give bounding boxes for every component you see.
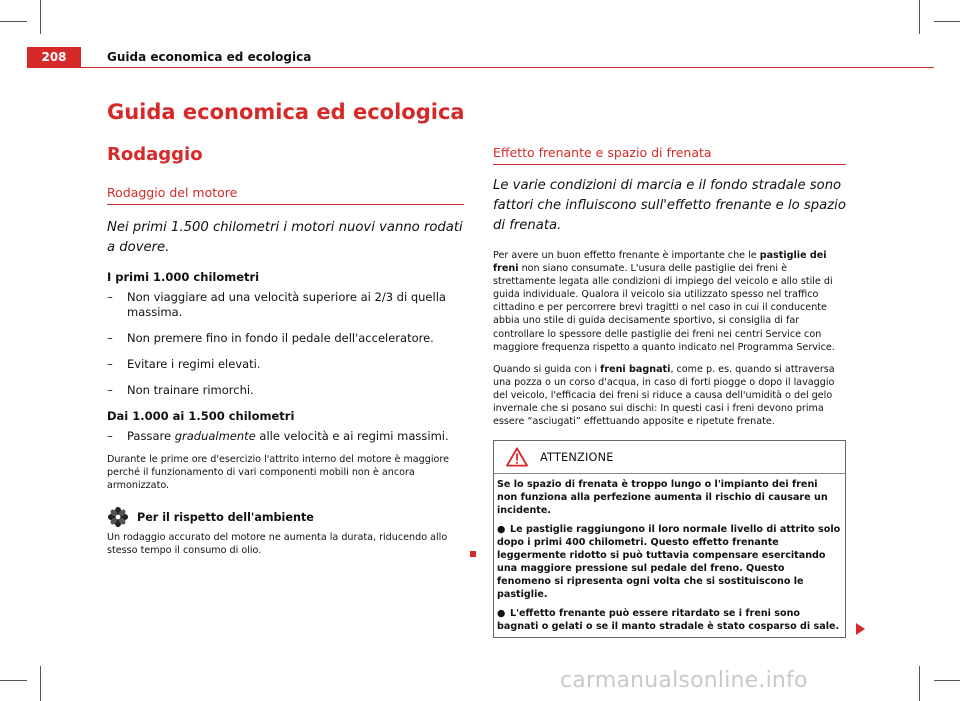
warning-body (494, 474, 845, 637)
warning-title: ATTENZIONE (540, 450, 614, 464)
crop-mark (934, 680, 960, 681)
next-page-arrow-icon (856, 623, 865, 635)
crop-mark (919, 666, 920, 701)
list-item-text: Non trainare rimorchi. (127, 383, 254, 397)
paragraph-bold: pastiglie dei freni (493, 250, 827, 275)
paragraph-suffix: non siano consumate. L'usura delle pastiglie dei freni è strettamente legata alle condizioni di impiego del veicolo e allo stile di guida individuale. Qualora il veicolo sia utilizzato spesso nel traffico cittadino e per percorrere brevi tragitti o nel caso in cui il conducente abbia uno stile di guida decisamente sportivo, si consiglia di far controllare lo spessore delle pastiglie dei freni nei centri Service con maggiore frequenza rispetto a quanto indicato nel Programma Service. (493, 263, 835, 353)
subsection-title-rodaggio: Rodaggio del motore (107, 185, 464, 205)
heading-first-1000: I primi 1.000 chilometri (107, 270, 260, 284)
dash-marker: – (107, 331, 113, 345)
warning-triangle-icon (506, 447, 528, 467)
header-rule (27, 67, 934, 68)
crop-mark (0, 680, 27, 681)
watermark: carmanualsonline.info (560, 668, 808, 693)
paragraph-prefix: Quando si guida con i (493, 363, 601, 375)
heading-1000-1500: Dai 1.000 ai 1.500 chilometri (107, 409, 295, 423)
flower-icon (107, 506, 129, 528)
list-item (107, 383, 464, 398)
crop-mark (40, 666, 41, 701)
paragraph-suffix: , come p. es. quando si attraversa una pozza o un corso d'acqua, in caso di forti piogge o dopo il lavaggio del veicolo, l'efficacia dei freni si riduce a causa dell'umidità o del gelo invernale che si posano sui dischi: In questi casi i freni devono prima essere “asciugati” effettuando apposite e ripetute frenate. (493, 363, 835, 428)
list-item-text: Non premere fino in fondo il pedale dell'acceleratore. (127, 331, 434, 345)
paragraph-prefix: Per avere un buon effetto frenante è importante che le (493, 250, 760, 261)
section-title: Rodaggio (107, 144, 203, 165)
running-title: Guida economica ed ecologica (107, 50, 312, 64)
subsection-title-frenata: Effetto frenante e spazio di frenata (493, 145, 846, 165)
crop-mark (919, 0, 920, 34)
dash-marker: – (107, 383, 113, 397)
crop-mark (0, 21, 27, 22)
paragraph-pastiglie (493, 249, 846, 354)
warning-header (494, 441, 845, 474)
crop-mark (40, 0, 41, 34)
paragraph-freni-bagnati (493, 363, 846, 428)
dash-marker: – (107, 357, 113, 371)
warning-box (493, 440, 846, 638)
list-item (107, 290, 464, 320)
list-item-text: Evitare i regimi elevati. (127, 357, 261, 371)
paragraph-bold: freni bagnati (600, 363, 671, 375)
list-item-emphasis: gradualmente (174, 429, 256, 443)
bullet-marker: ● (497, 524, 506, 536)
list-item (107, 429, 464, 444)
warning-bullet (497, 607, 841, 633)
warning-bullet-text: Le pastiglie raggiungono il loro normale livello di attrito solo dopo i primi 400 chilometri. Questo effetto frenante leggermente ridotto si può tuttavia compensare esercitando una maggiore pressione sul pedale del freno. Questo fenomeno si ripresenta ogni volta che si sostituiscono le pastiglie. (497, 524, 841, 601)
crop-mark (934, 21, 960, 22)
list-item (107, 357, 464, 372)
warning-intro: Se lo spazio di frenata è troppo lungo o l'impianto dei freni non funziona alla perfezione aumenta il rischio di causare un incidente. (497, 479, 828, 517)
left-column (107, 185, 464, 557)
page-number: 208 (27, 47, 81, 68)
environment-text-content: Un rodaggio accurato del motore ne aumenta la durata, riducendo allo stesso tempo il consumo di olio. (107, 532, 448, 556)
bullet-marker: ● (497, 608, 506, 620)
right-column (493, 145, 846, 638)
lead-text: Nei primi 1.500 chilometri i motori nuovi vanno rodati a dovere. (107, 220, 463, 255)
environment-text (107, 531, 464, 557)
environment-title: Per il rispetto dell'ambiente (137, 510, 314, 524)
note-text: Durante le prime ore d'esercizio l'attrito interno del motore è maggiore perché il funzionamento di vari componenti mobili non è ancora armonizzato. (107, 454, 450, 491)
list-item-text: Non viaggiare ad una velocità superiore ai 2/3 di quella massima. (127, 290, 446, 319)
page-title: Guida economica ed ecologica (107, 100, 465, 124)
lead-text: Le varie condizioni di marcia e il fondo stradale sono fattori che influiscono sull'effetto frenante e lo spazio di frenata. (493, 178, 846, 233)
dash-marker: – (107, 290, 113, 304)
environment-heading (107, 506, 464, 528)
list-item-suffix: alle velocità e ai regimi massimi. (255, 429, 449, 443)
warning-bullet-text: L'effetto frenante può essere ritardato se i freni sono bagnati o gelati o se il manto stradale è stato cosparso di sale. (497, 608, 840, 633)
list-item-prefix: Passare (127, 429, 175, 443)
warning-bullet (497, 523, 841, 601)
list-item (107, 331, 464, 346)
section-end-mark (470, 551, 476, 557)
dash-marker: – (107, 429, 113, 443)
